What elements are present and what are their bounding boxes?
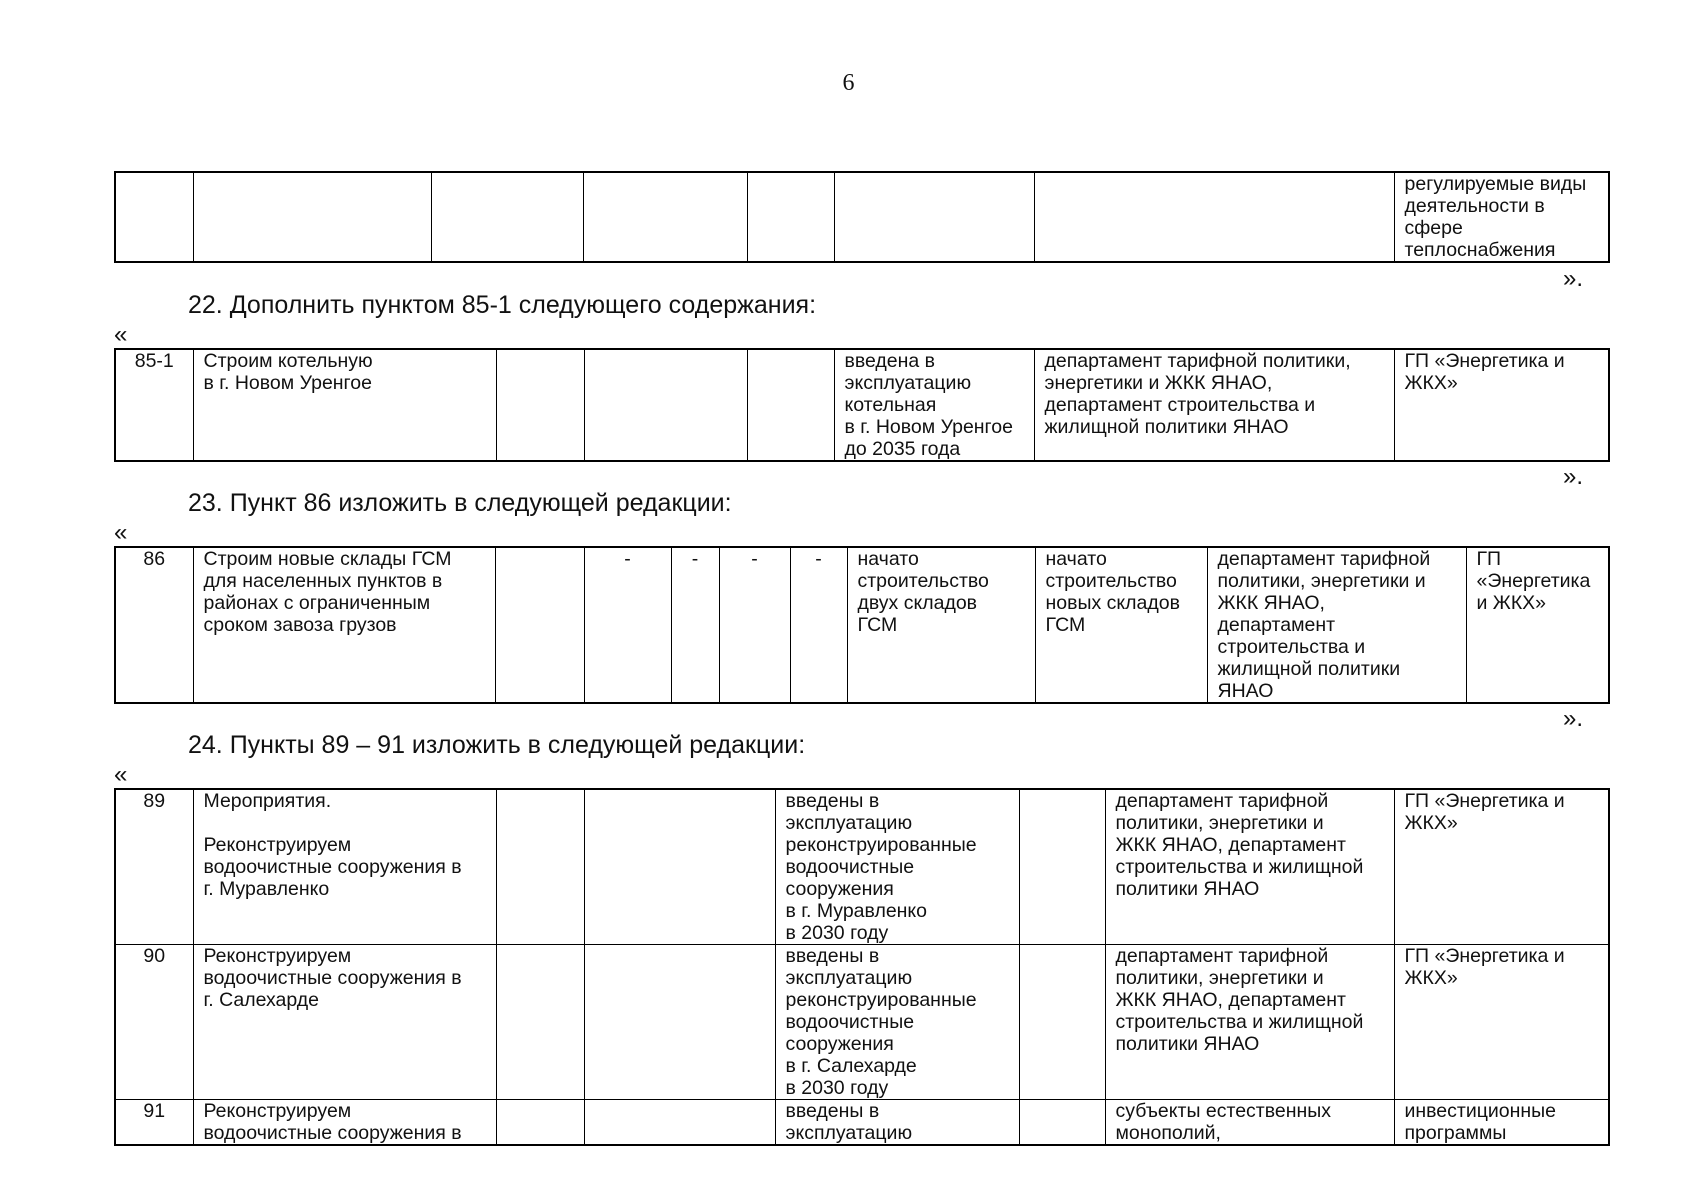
table-cell [496,945,584,1100]
table-cell: ГП «Энергетика и ЖКХ» [1394,789,1609,945]
table-cell [496,1100,584,1146]
table-row [115,1100,1609,1146]
table-cell: - [584,547,671,703]
table-cell [584,349,747,461]
table-cell [834,172,1034,262]
opening-quote: « [114,761,128,788]
table-item-86 [114,546,1610,704]
table-cell: - [671,547,719,703]
section-heading-23: 23. Пункт 86 изложить в следующей редакции: [188,489,732,517]
table-cell [496,349,584,461]
table-cell [1034,172,1394,262]
table-cell: субъекты естественных монополий, [1105,1100,1394,1146]
table-cell [583,172,747,262]
table-cell: начато строительство двух складов ГСМ [847,547,1035,703]
table-cell: Строим котельную в г. Новом Уренгое [193,349,496,461]
table-cell: 85-1 [115,349,193,461]
table-cell [1019,945,1105,1100]
table-cell: 91 [115,1100,193,1146]
table-cell: Строим новые склады ГСМ для населенных пунктов в районах с ограниченным сроком завоза грузов [193,547,495,703]
table-cell [1019,1100,1105,1146]
table-cell: введена в эксплуатацию котельная в г. Новом Уренгое до 2035 года [834,349,1034,461]
page-number: 6 [842,70,855,96]
table-item-85-1 [114,348,1610,462]
section-heading-24: 24. Пункты 89 – 91 изложить в следующей редакции: [188,731,806,759]
table-cell: ГП «Энергетика и ЖКХ» [1394,945,1609,1100]
table-cell [431,172,583,262]
table-cell [496,789,584,945]
table-cell [115,172,193,262]
closing-quote: ». [1563,265,1584,292]
table-cell: Мероприятия. Реконструируем водоочистные сооружения в г. Муравленко [193,789,496,945]
table-cell: Реконструируем водоочистные сооружения в [193,1100,496,1146]
table-cell: ГП «Энергетика и ЖКХ» [1466,547,1609,703]
table-cell: введены в эксплуатацию [775,1100,1019,1146]
table-cell [495,547,584,703]
table-cell: Реконструируем водоочистные сооружения в г. Салехарде [193,945,496,1100]
table-cell: инвестиционные программы [1394,1100,1609,1146]
table-cell [747,172,834,262]
table-cell: 86 [115,547,193,703]
table-cell: начато строительство новых складов ГСМ [1035,547,1207,703]
opening-quote: « [114,321,128,348]
table-row [115,547,1609,703]
table-cell: - [790,547,847,703]
closing-quote: ». [1563,705,1584,732]
table-items-89-91 [114,788,1610,1146]
table-row [115,349,1609,461]
table-cell [193,172,431,262]
table-cell: - [719,547,790,703]
table-row [115,789,1609,945]
table-cell [747,349,834,461]
continuation-table [114,171,1610,263]
table-row [115,945,1609,1100]
table-cell: департамент тарифной политики, энергетики и ЖКК ЯНАО, департамент строительства и жилищной политики ЯНАО [1105,945,1394,1100]
table-cell: департамент тарифной политики, энергетики и ЖКК ЯНАО, департамент строительства и жилищной политики ЯНАО [1034,349,1394,461]
table-cell [1019,789,1105,945]
table-cell: департамент тарифной политики, энергетики и ЖКК ЯНАО, департамент строительства и жилищной политики ЯНАО [1207,547,1466,703]
table-cell [584,789,775,945]
closing-quote: ». [1563,463,1584,490]
table-cell: 90 [115,945,193,1100]
table-cell: 89 [115,789,193,945]
table-cell [584,1100,775,1146]
table-cell: регулируемые виды деятельности в сфере теплоснабжения [1394,172,1609,262]
opening-quote: « [114,519,128,546]
table-row [115,172,1609,262]
section-heading-22: 22. Дополнить пунктом 85-1 следующего содержания: [188,291,817,319]
table-cell: ГП «Энергетика и ЖКХ» [1394,349,1609,461]
table-cell: введены в эксплуатацию реконструированные водоочистные сооружения в г. Салехарде в 2030 году [775,945,1019,1100]
table-cell: департамент тарифной политики, энергетики и ЖКК ЯНАО, департамент строительства и жилищной политики ЯНАО [1105,789,1394,945]
table-cell [584,945,775,1100]
table-cell: введены в эксплуатацию реконструированные водоочистные сооружения в г. Муравленко в 2030 году [775,789,1019,945]
